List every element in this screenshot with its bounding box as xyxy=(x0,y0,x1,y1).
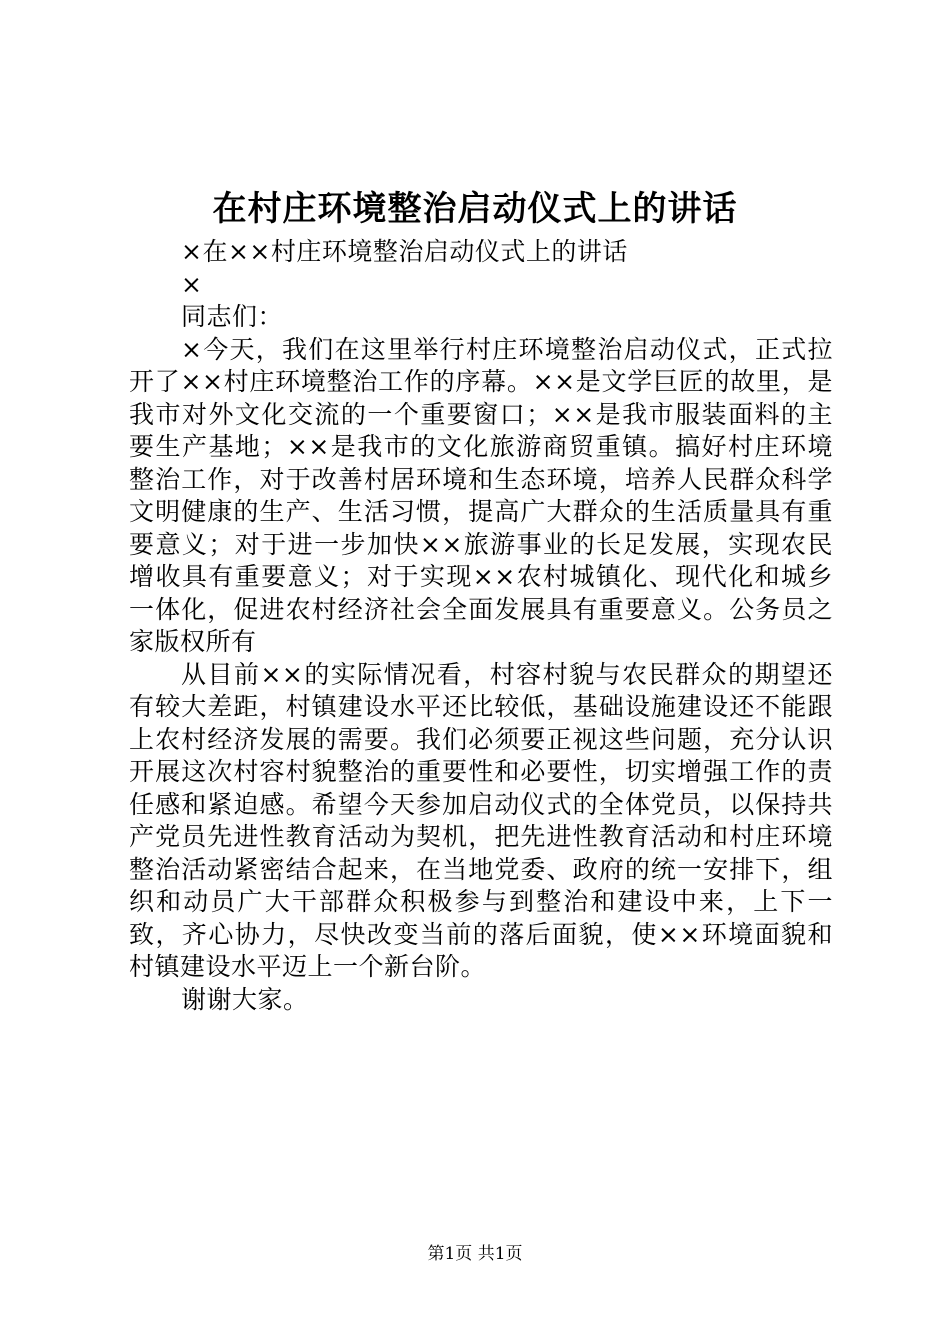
document-body xyxy=(129,236,833,1016)
document-title: 在村庄环境整治启动仪式上的讲话 xyxy=(212,189,738,229)
placeholder-line: × xyxy=(181,269,203,299)
body-paragraph-1: ×今天，我们在这里举行村庄环境整治启动仪式，正式拉开了××村庄环境整治工作的序幕。××是文学巨匠的故里，是我市对外文化交流的一个重要窗口；××是我市服装面料的主要生产基地；××是我市的文化旅游商贸重镇。搞好村庄环境整治工作，对于改善村居环境和生态环境，培养人民群众科学文明健康的生产、生活习惯，提高广大群众的生活质量具有重要意义；对于进一步加快××旅游事业的长足发展，实现农民增收具有重要意义；对于实现××农村城镇化、现代化和城乡一体化，促进农村经济社会全面发展具有重要意义。公务员之家版权所有 xyxy=(129,334,833,656)
salutation: 同志们： xyxy=(181,302,284,331)
subtitle-line: ×在××村庄环境整治启动仪式上的讲话 xyxy=(181,237,628,266)
closing-line: 谢谢大家。 xyxy=(181,984,309,1014)
page-footer: 第1页 共1页 xyxy=(427,1244,523,1264)
body-paragraph-2: 从目前××的实际情况看，村容村貌与农民群众的期望还有较大差距，村镇建设水平还比较低，基础设施建设还不能跟上农村经济发展的需要。我们必须要正视这些问题，充分认识开展这次村容村貌整治的重要性和必要性，切实增强工作的责任感和紧迫感。希望今天参加启动仪式的全体党员，以保持共产党员先进性教育活动为契机，把先进性教育活动和村庄环境整治活动紧密结合起来，在当地党委、政府的统一安排下，组织和动员广大干部群众积极参与到整治和建设中来，上下一致，齐心协力，尽快改变当前的落后面貌，使××环境面貌和村镇建设水平迈上一个新台阶。 xyxy=(129,659,833,981)
